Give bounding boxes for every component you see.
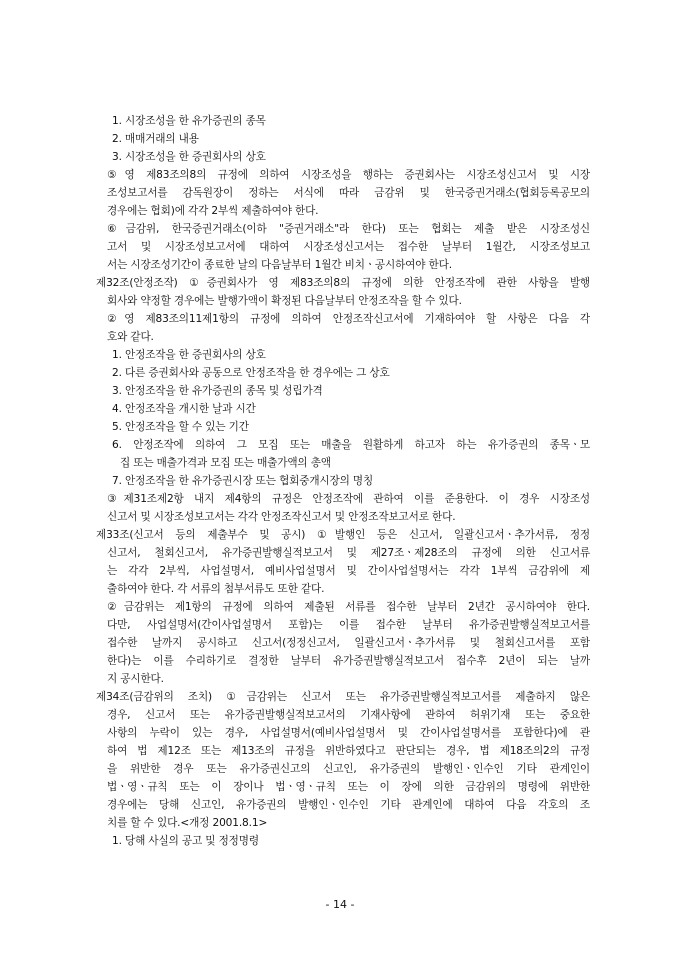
paragraph-line: ⑤영 제83조의8의 규정에 의하여 시장조성을 행하는 증권회사는 시장조성신고서 및 시장 — [107, 169, 590, 181]
list-item: 7. 안정조작을 한 유가증권시장 또는 협회중개시장의 명칭 — [112, 475, 374, 487]
paragraph-line: ②금감위는 제1항의 규정에 의하여 제출된 서류를 접수한 날부터 2년간 공시하여야 한다. — [107, 601, 590, 613]
paragraph-line: 사항의 누락이 있는 경우, 사업설명서(예비사업설명서 및 간이사업설명서를 포함한다)에 관 — [107, 727, 590, 739]
paragraph-line: 출하여야 한다. 각 서류의 첨부서류도 또한 같다. — [107, 583, 325, 595]
paragraph-line: 회사와 약정할 경우에는 발행가액이 확정된 다음날부터 안정조작을 할 수 있다. — [107, 295, 462, 307]
paragraph-line: 경우에는 당해 신고인, 유가증권의 발행인ㆍ인수인 기타 관계인에 대하여 다음 각호의 조 — [107, 799, 590, 811]
paragraph-line: 접수한 날까지 공시하고 신고서(정정신고서, 일괄신고서ㆍ추가서류 및 철회신고서를 포함 — [107, 637, 590, 649]
paragraph-line: 지 공시한다. — [107, 673, 164, 685]
paragraph-line: ⑥금감위, 한국증권거래소(이하 "증권거래소"라 한다) 또는 협회는 제출 받은 시장조성신 — [107, 223, 590, 235]
paragraph-line: 한다)는 이를 수리하기로 결정한 날부터 유가증권발행실적보고서 접수후 2년이 되는 날까 — [107, 655, 590, 667]
paragraph-line: 경우, 신고서 또는 유가증권발행실적보고서의 기재사항에 관하여 허위기재 또는 중요한 — [107, 709, 590, 721]
paragraph-line: 서는 시장조성기간이 종료한 날의 다음날부터 1월간 비치ㆍ공시하여야 한다. — [107, 259, 452, 271]
list-item: 1. 당해 사실의 공고 및 정정명령 — [112, 835, 259, 847]
paragraph-line: 호와 같다. — [107, 331, 154, 343]
list-item-continuation: 집 또는 매출가격과 모집 또는 매출가액의 총액 — [120, 457, 331, 469]
list-item: 2. 다른 증권회사와 공동으로 안정조작을 한 경우에는 그 상호 — [112, 367, 390, 379]
paragraph-line: 신고서 및 시장조성보고서는 각각 안정조작신고서 및 안정조작보고서로 한다. — [107, 511, 456, 523]
list-item: 4. 안정조작을 개시한 날과 시간 — [112, 403, 256, 415]
paragraph-line: 경우에는 협회)에 각각 2부씩 제출하여야 한다. — [107, 205, 319, 217]
paragraph-line: 다만, 사업설명서(간이사업설명서 포함)는 이를 접수한 날부터 유가증권발행실적보고서를 — [107, 619, 590, 631]
document-body — [96, 112, 590, 850]
list-item: 1. 안정조작을 한 증권회사의 상호 — [112, 349, 266, 361]
paragraph-line: ②영 제83조의11제1항의 규정에 의하여 안정조작신고서에 기재하여야 할 사항은 다음 각 — [107, 313, 590, 325]
article-heading-33: 제33조(신고서 등의 제출부수 및 공시) ①발행인 등은 신고서, 일괄신고서ㆍ추가서류, 정정 — [96, 529, 590, 541]
list-item: 5. 안정조작을 할 수 있는 기간 — [112, 421, 249, 433]
paragraph-line: ③제31조제2항 내지 제4항의 규정은 안정조작에 관하여 이를 준용한다. 이 경우 시장조성 — [107, 493, 590, 505]
paragraph-line: 법ㆍ영ㆍ규칙 또는 이 장이나 법ㆍ영ㆍ규칙 또는 이 장에 의한 금감위의 명령에 위반한 — [107, 781, 590, 793]
list-item: 3. 시장조성을 한 증권회사의 상호 — [112, 151, 266, 163]
paragraph-line: 을 위반한 경우 또는 유가증권신고의 신고인, 유가증권의 발행인ㆍ인수인 기타 관계인이 — [107, 763, 590, 775]
list-item: 2. 매매거래의 내용 — [112, 133, 199, 145]
article-heading-34: 제34조(금감위의 조치) ①금감위는 신고서 또는 유가증권발행실적보고서를 제출하지 않은 — [96, 691, 590, 703]
paragraph-line: 하여 법 제12조 또는 제13조의 규정을 위반하였다고 판단되는 경우, 법 제18조의2의 규정 — [107, 745, 590, 757]
list-item: 1. 시장조성을 한 유가증권의 종목 — [112, 115, 266, 127]
list-item: 6. 안정조작에 의하여 그 모집 또는 매출을 원활하게 하고자 하는 유가증권의 종목ㆍ모 — [112, 439, 590, 451]
paragraph-line: 고서 및 시장조성보고서에 대하여 시장조성신고서는 접수한 날부터 1월간, 시장조성보고 — [107, 241, 590, 253]
list-item: 3. 안정조작을 한 유가증권의 종목 및 성립가격 — [112, 385, 323, 397]
paragraph-line: 는 각각 2부씩, 사업설명서, 예비사업설명서 및 간이사업설명서는 각각 1부씩 금감위에 제 — [107, 565, 590, 577]
article-heading-32: 제32조(안정조작) ①증권회사가 영 제83조의8의 규정에 의한 안정조작에 관한 사항을 발행 — [96, 277, 590, 289]
paragraph-line: 치를 할 수 있다.<개정 2001.8.1> — [107, 817, 268, 829]
paragraph-line: 조성보고서를 감독원장이 정하는 서식에 따라 금감위 및 한국증권거래소(협회등록공모의 — [107, 187, 590, 199]
page-number: - 14 - — [325, 898, 355, 911]
paragraph-line: 신고서, 철회신고서, 유가증권발행실적보고서 및 제27조ㆍ제28조의 규정에 의한 신고서류 — [107, 547, 590, 559]
